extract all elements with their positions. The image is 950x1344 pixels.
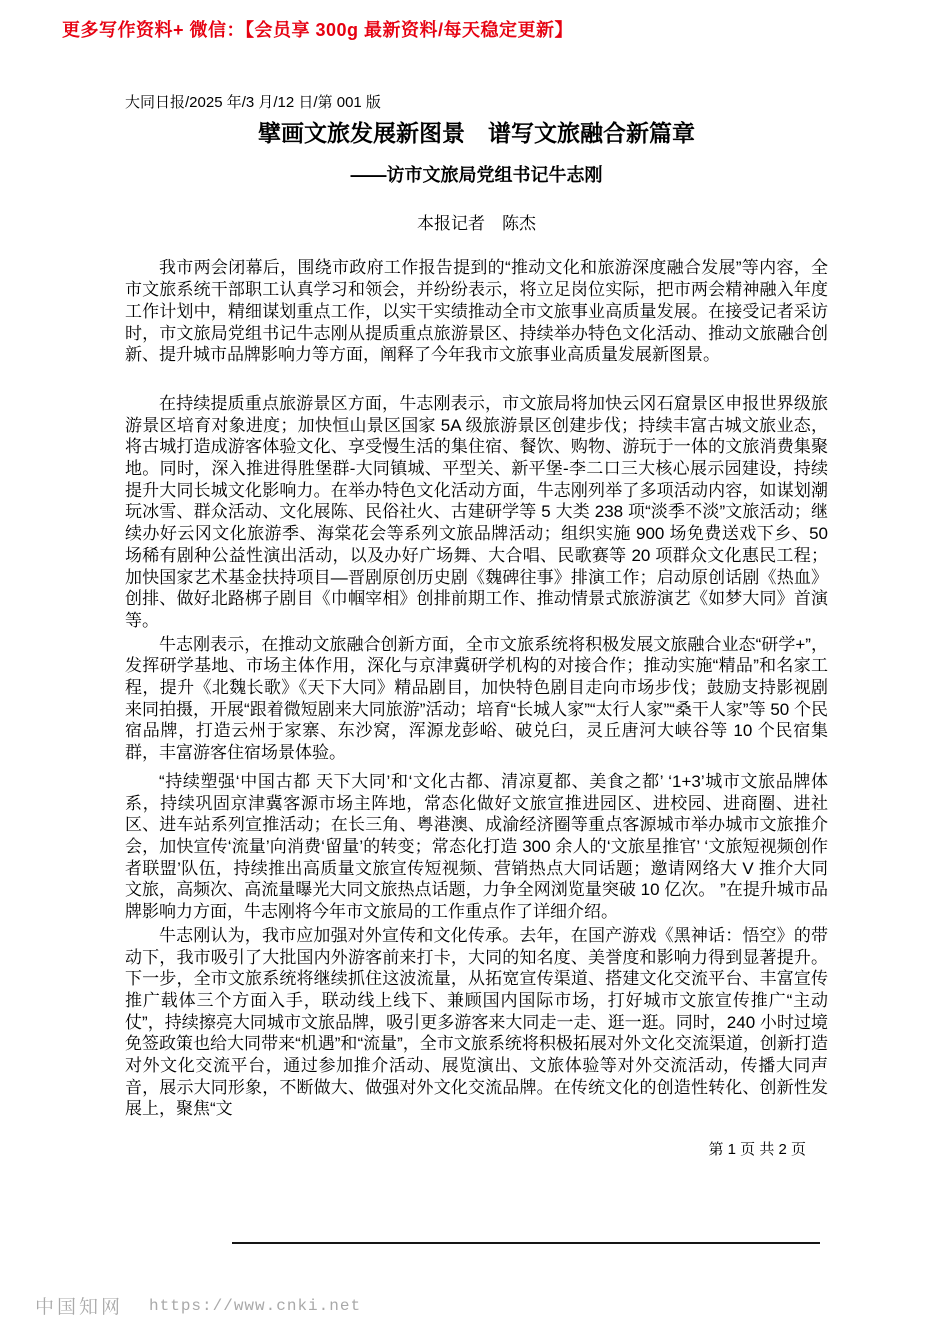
- article-body: [125, 257, 828, 1120]
- page-indicator: 第 1 页 共 2 页: [708, 1141, 806, 1159]
- paragraph-1: 我市两会闭幕后，围绕市政府工作报告提到的“推动文化和旅游深度融合发展”等内容，全市文旅系统干部职工认真学习和领会，并纷纷表示，将立足岗位实际，把市两会精神融入年度工作计划中，精细谋划重点工作，以实干实绩推动全市文旅事业高质量发展。在接受记者采访时，市文旅局党组书记牛志刚从提质重点旅游景区、持续举办特色文化活动、推动文旅融合创新、提升城市品牌影响力等方面，阐释了今年我市文旅事业高质量发展新图景。: [125, 258, 828, 365]
- promo-banner: 更多写作资料+ 微信：【会员享 300g 最新资料/每天稳定更新】: [62, 20, 574, 40]
- paragraph-3: 牛志刚表示，在推动文旅融合创新方面，全市文旅系统将积极发展文旅融合业态“研学+”，发挥研学基地、市场主体作用，深化与京津冀研学机构的对接合作；推动实施“精品”和名家工程，提升《北魏长歌》《天下大同》精品剧目，加快特色剧目走向市场步伐；鼓励支持影视剧来同拍摄，开展“跟着微短剧来大同旅游”活动；培育“长城人家”“太行人家”“桑干人家”等 50 个民宿品牌，打造云州于家寨、东沙窝，浑源龙彭峪、破兑臼，灵丘唐河大峡谷等 10 个民宿集群，丰富游客住宿场景体验。: [125, 634, 828, 763]
- paragraph-2: 在持续提质重点旅游景区方面，牛志刚表示，市文旅局将加快云冈石窟景区申报世界级旅游景区培育对象进度；加快恒山景区国家 5A 级旅游景区创建步伐；持续丰富古城文旅业态，将古城打造成游客体验文化、享受慢生活的集住宿、餐饮、购物、游玩于一体的文旅消费集聚地。同时，深入推进得胜堡群-大同镇城、平型关、新平堡-李二口三大核心展示园建设，持续提升大同长城文化影响力。在举办特色文化活动方面，牛志刚列举了多项活动内容，如谋划潮玩冰雪、群众活动、文化展陈、民俗社火、古建研学等 5 大类 238 项“淡季不淡”文旅活动；继续办好云冈文化旅游季、海棠花会等系列文旅品牌活动；组织实施 900 场免费送戏下乡、50 场稀有剧种公益性演出活动，以及办好广场舞、大合唱、民歌赛等 20 项群众文化惠民工程；加快国家艺术基金扶持项目—晋剧原创历史剧《魏碑往事》排演工作；启动原创话剧《热血》创排、做好北路梆子剧目《巾帼宰相》创排前期工作、推动情景式旅游演艺《如梦大同》首演等。: [125, 393, 828, 630]
- cnki-watermark: [35, 1292, 361, 1319]
- cnki-url: https://www.cnki.net: [149, 1296, 362, 1315]
- paragraph-5: 牛志刚认为，我市应加强对外宣传和文化传承。去年，在国产游戏《黑神话：悟空》的带动下，我市吸引了大批国内外游客前来打卡，大同的知名度、美誉度和影响力得到显著提升。下一步，全市文旅系统将继续抓住这波流量，从拓宽宣传渠道、搭建文化交流平台、丰富宣传推广载体三个方面入手，联动线上线下、兼顾国内国际市场，打好城市文旅宣传推广“主动仗”，持续擦亮大同城市文旅品牌，吸引更多游客来大同走一走、逛一逛。同时，240 小时过境免签政策也给大同带来“机遇”和“流量”，全市文旅系统将积极拓展对外文化交流渠道，创新打造对外文化交流平台，通过参加推介活动、展览演出、文旅体验等对外交流活动，传播大同声音，展示大同形象，不断做大、做强对外文化交流品牌。在传统文化的创造性转化、创新性发展上，聚焦“文: [125, 925, 828, 1119]
- footer-divider: [232, 1242, 820, 1244]
- article-byline: 本报记者 陈杰: [417, 214, 536, 234]
- newspaper-source-line: 大同日报/2025 年/3 月/12 日/第 001 版: [125, 94, 381, 111]
- article-title: 擘画文旅发展新图景 谱写文旅融合新篇章: [258, 120, 695, 146]
- cnki-brand-logo: 中国知网: [35, 1297, 124, 1318]
- article-subtitle: ——访市文旅局党组书记牛志刚: [350, 165, 603, 186]
- paragraph-4: “持续塑强‘中国古都 天下大同’和‘文化古都、清凉夏都、美食之都’ ‘1+3’城市文旅品牌体系，持续巩固京津冀客源市场主阵地，常态化做好文旅宣推进园区、进校园、进商圈、进社区、进车站系列宣推活动；在长三角、粤港澳、成渝经济圈等重点客源城市举办城市文旅推介会，加快宣传‘流量’向消费‘留量’的转变；常态化打造 300 余人的‘文旅星推官’ ‘文旅短视频创作者联盟’队伍，持续推出高质量文旅宣传短视频、营销热点大同话题；邀请网络大 V 推介大同文旅，高频次、高流量曝光大同文旅热点话题，力争全网浏览量突破 10 亿次。 ”在提升城市品牌影响力方面，牛志刚将今年市文旅局的工作重点作了详细介绍。: [125, 771, 828, 922]
- article-page: [125, 94, 828, 1159]
